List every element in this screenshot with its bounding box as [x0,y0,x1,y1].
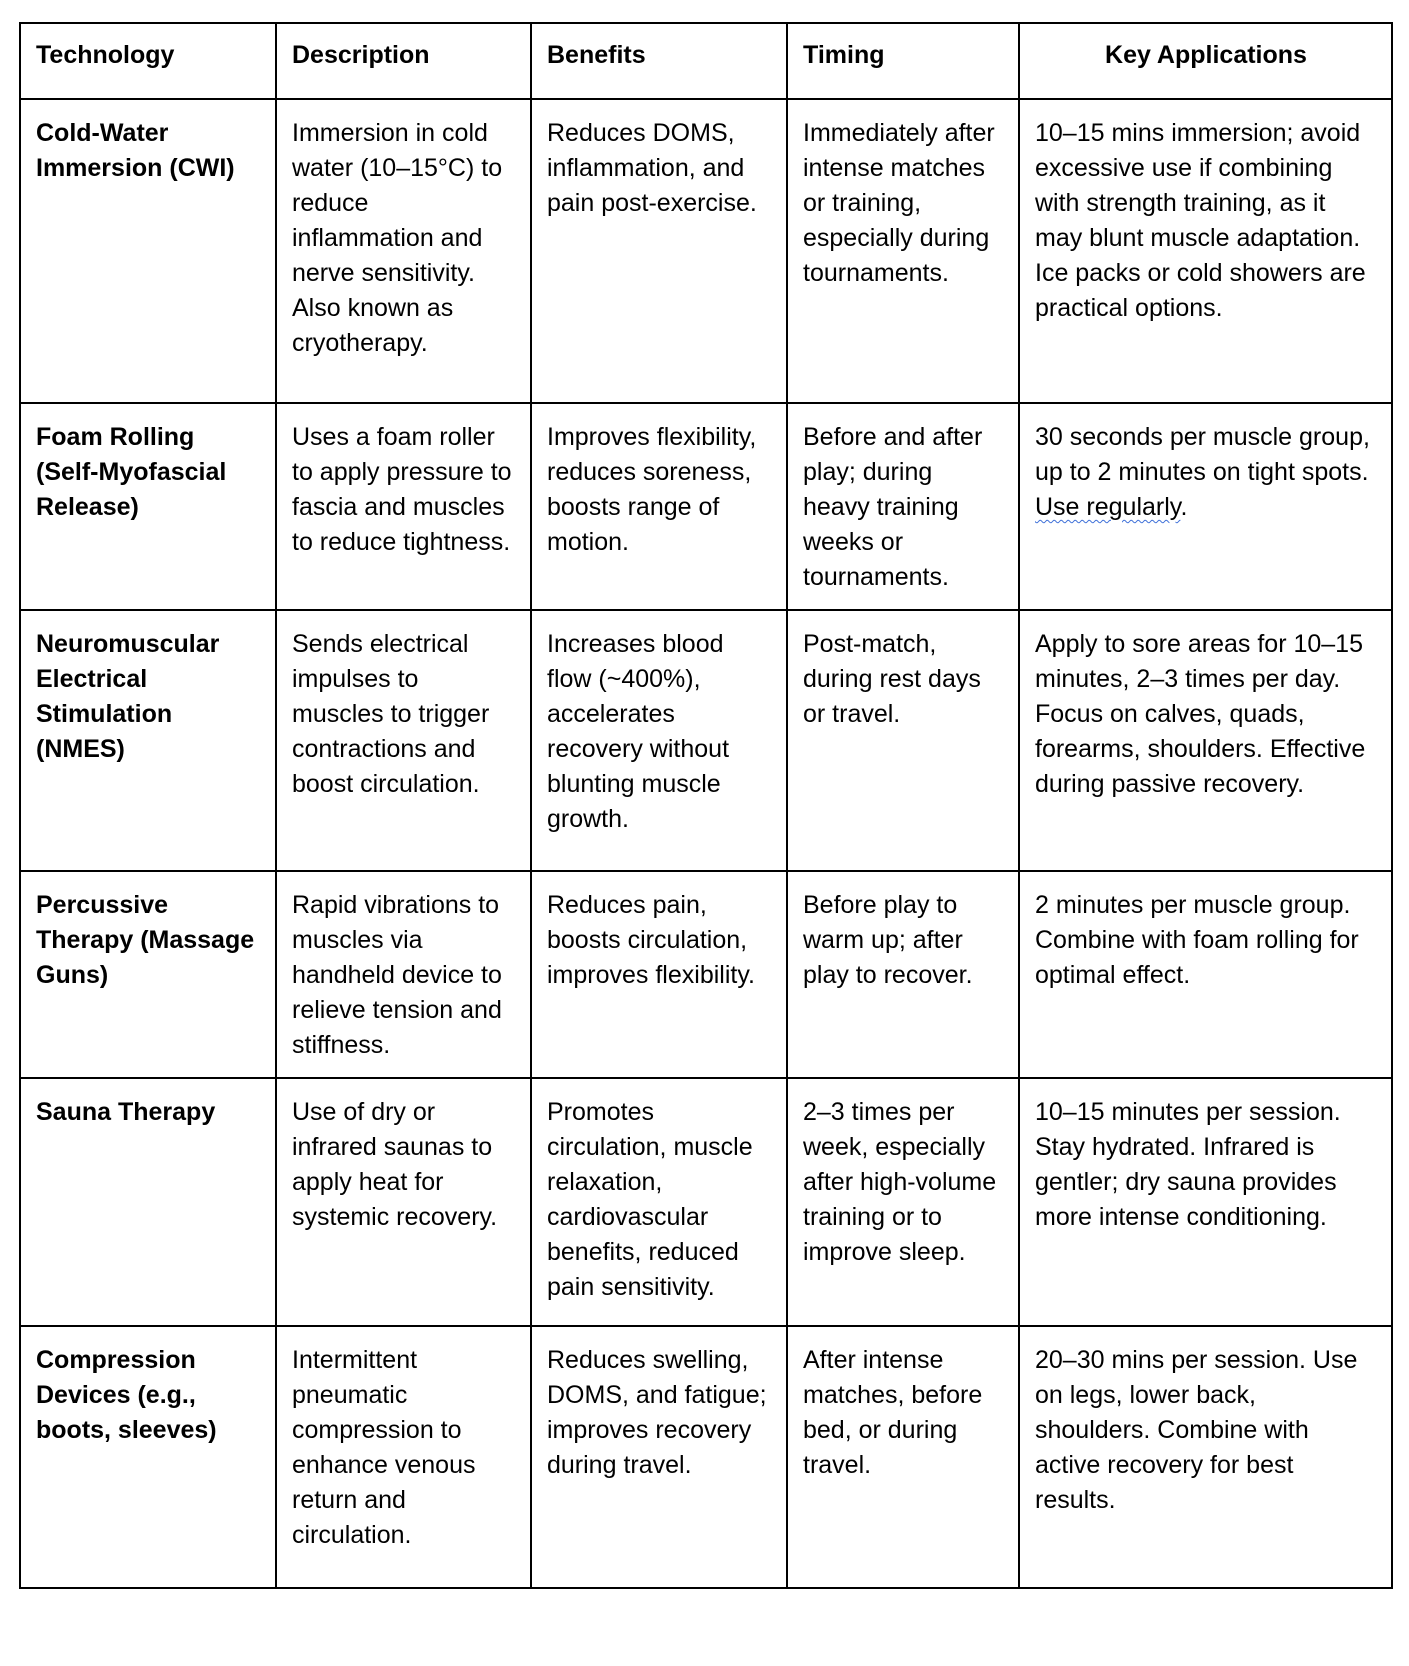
cell-key-applications: 2 minutes per muscle group. Combine with foam rolling for optimal effect. [1019,871,1392,1078]
cell-technology: Foam Rolling (Self-Myofascial Release) [20,403,276,610]
cell-technology: Neuromuscular Electrical Stimulation (NMES) [20,610,276,871]
cell-technology: Cold-Water Immersion (CWI) [20,99,276,403]
cell-description: Rapid vibrations to muscles via handheld device to relieve tension and stiffness. [276,871,531,1078]
header-timing: Timing [787,23,1019,99]
cell-benefits: Reduces DOMS, inflammation, and pain post-exercise. [531,99,787,403]
table-row [20,871,1392,1078]
cell-key-applications: 20–30 mins per session. Use on legs, lower back, shoulders. Combine with active recovery for best results. [1019,1326,1392,1588]
cell-technology: Percussive Therapy (Massage Guns) [20,871,276,1078]
table-row [20,1326,1392,1588]
key-applications-text: 30 seconds per muscle group, up to 2 minutes on tight spots. [1035,423,1370,486]
cell-timing: Before and after play; during heavy training weeks or tournaments. [787,403,1019,610]
cell-technology: Sauna Therapy [20,1078,276,1326]
cell-description: Intermittent pneumatic compression to enhance venous return and circulation. [276,1326,531,1588]
table-header-row [20,23,1392,99]
cell-timing: Post-match, during rest days or travel. [787,610,1019,871]
header-description: Description [276,23,531,99]
cell-timing: Before play to warm up; after play to recover. [787,871,1019,1078]
table-row [20,403,1392,610]
cell-key-applications: 10–15 mins immersion; avoid excessive use if combining with strength training, as it may blunt muscle adaptation. Ice packs or cold showers are practical options. [1019,99,1392,403]
cell-key-applications: 10–15 minutes per session. Stay hydrated. Infrared is gentler; dry sauna provides more intense conditioning. [1019,1078,1392,1326]
cell-benefits: Increases blood flow (~400%), accelerates recovery without blunting muscle growth. [531,610,787,871]
cell-timing: Immediately after intense matches or training, especially during tournaments. [787,99,1019,403]
header-benefits: Benefits [531,23,787,99]
cell-description: Uses a foam roller to apply pressure to fascia and muscles to reduce tightness. [276,403,531,610]
cell-benefits: Promotes circulation, muscle relaxation, cardiovascular benefits, reduced pain sensitivity. [531,1078,787,1326]
cell-key-applications [1019,403,1392,610]
cell-key-applications: Apply to sore areas for 10–15 minutes, 2–3 times per day. Focus on calves, quads, forearms, shoulders. Effective during passive recovery. [1019,610,1392,871]
cell-timing: 2–3 times per week, especially after high-volume training or to improve sleep. [787,1078,1019,1326]
table-row [20,1078,1392,1326]
cell-description: Sends electrical impulses to muscles to trigger contractions and boost circulation. [276,610,531,871]
cell-timing: After intense matches, before bed, or during travel. [787,1326,1019,1588]
key-applications-end: . [1180,493,1188,521]
cell-benefits: Reduces swelling, DOMS, and fatigue; improves recovery during travel. [531,1326,787,1588]
header-technology: Technology [20,23,276,99]
table-row [20,99,1392,403]
cell-benefits: Improves flexibility, reduces soreness, boosts range of motion. [531,403,787,610]
spellcheck-flagged-text[interactable]: Use regularly [1035,493,1181,521]
table-row [20,610,1392,871]
cell-technology: Compression Devices (e.g., boots, sleeves) [20,1326,276,1588]
recovery-technologies-table [19,22,1393,1589]
cell-description: Use of dry or infrared saunas to apply heat for systemic recovery. [276,1078,531,1326]
cell-description: Immersion in cold water (10–15°C) to reduce inflammation and nerve sensitivity. Also known as cryotherapy. [276,99,531,403]
cell-benefits: Reduces pain, boosts circulation, improves flexibility. [531,871,787,1078]
header-key-applications: Key Applications [1019,23,1392,99]
